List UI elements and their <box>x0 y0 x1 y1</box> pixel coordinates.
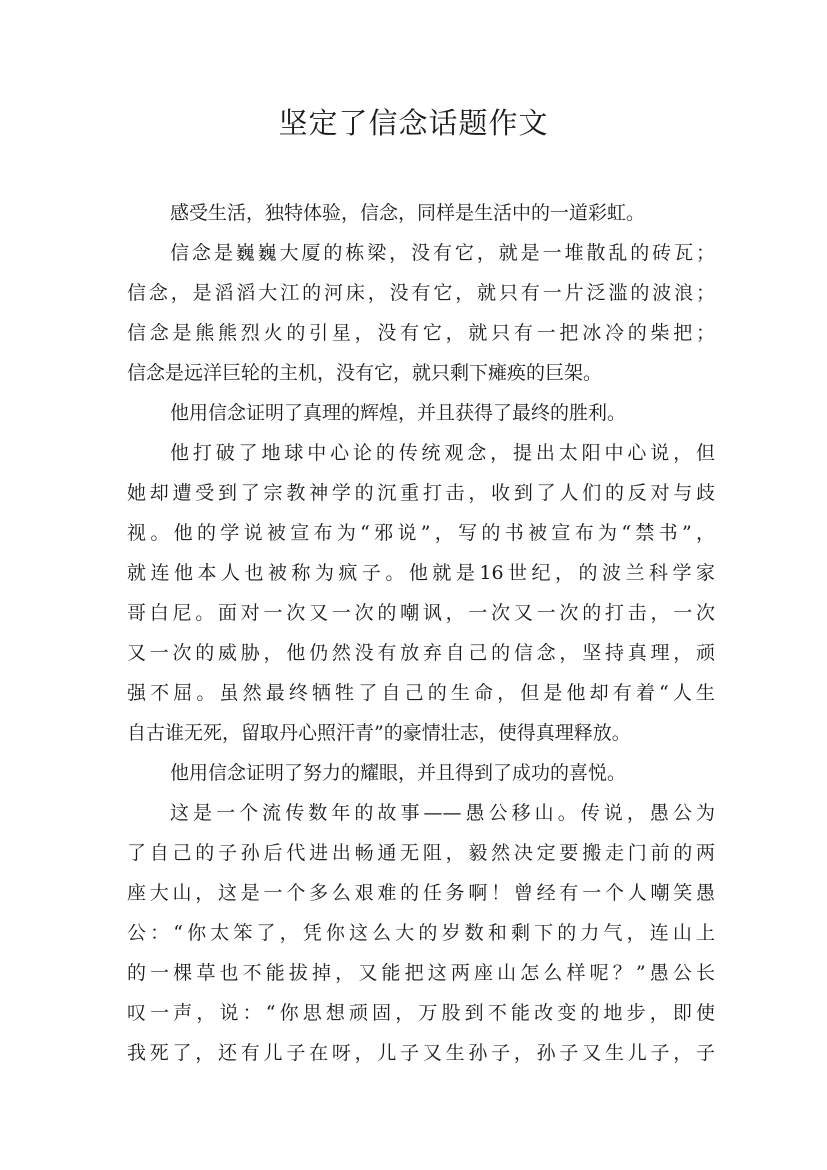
text-line: 他用信念证明了努力的耀眼，并且得到了成功的喜悦。 <box>170 762 627 784</box>
text-line: 就连他本人也被称为疯子。他就是16世纪，的波兰科学家 <box>127 562 715 584</box>
text-line: 强不屈。虽然最终牺牲了自己的生命，但是他却有着“人生 <box>127 682 715 704</box>
text-line: 信念，是滔滔大江的河床，没有它，就只有一片泛滥的波浪； <box>127 282 715 304</box>
text-line: 他打破了地球中心论的传统观念，提出太阳中心说，但 <box>170 442 715 464</box>
text-line: 信念是熊熊烈火的引星，没有它，就只有一把冰冷的柴把； <box>127 322 715 344</box>
text-line: 信念是远洋巨轮的主机，没有它，就只剩下瘫痪的巨架。 <box>127 362 603 384</box>
text-line: 信念是巍巍大厦的栋梁，没有它，就是一堆散乱的砖瓦； <box>170 242 715 264</box>
text-line: 这是一个流传数年的故事——愚公移山。传说，愚公为 <box>170 802 715 824</box>
text-line: 了自己的子孙后代进出畅通无阻，毅然决定要搬走门前的两 <box>127 842 715 864</box>
text-line: 他用信念证明了真理的辉煌，并且获得了最终的胜利。 <box>170 402 627 424</box>
text-line: 又一次的威胁，他仍然没有放弃自己的信念，坚持真理，顽 <box>127 642 715 664</box>
text-line: 座大山，这是一个多么艰难的任务啊！曾经有一个人嘲笑愚 <box>127 882 715 904</box>
text-line: 哥白尼。面对一次又一次的嘲讽，一次又一次的打击，一次 <box>127 602 715 624</box>
essay-body <box>127 193 715 1073</box>
text-line: 视。他的学说被宣布为“邪说”，写的书被宣布为“禁书”， <box>127 522 715 544</box>
page-title: 坚定了信念话题作文 <box>278 106 549 140</box>
text-line: 感受生活，独特体验，信念，同样是生活中的一道彩虹。 <box>170 202 646 224</box>
text-line: 我死了，还有儿子在呀，儿子又生孙子，孙子又生儿子，子 <box>127 1042 715 1064</box>
text-line: 公：“你太笨了，凭你这么大的岁数和剩下的力气，连山上 <box>127 922 715 944</box>
text-line: 的一棵草也不能拔掉，又能把这两座山怎么样呢？”愚公长 <box>127 962 715 984</box>
text-line: 她却遭受到了宗教神学的沉重打击，收到了人们的反对与歧 <box>127 482 715 504</box>
text-line: 叹一声，说：“你思想顽固，万股到不能改变的地步，即使 <box>127 1002 715 1024</box>
text-line: 自古谁无死，留取丹心照汗青”的豪情壮志，使得真理释放。 <box>127 722 631 744</box>
